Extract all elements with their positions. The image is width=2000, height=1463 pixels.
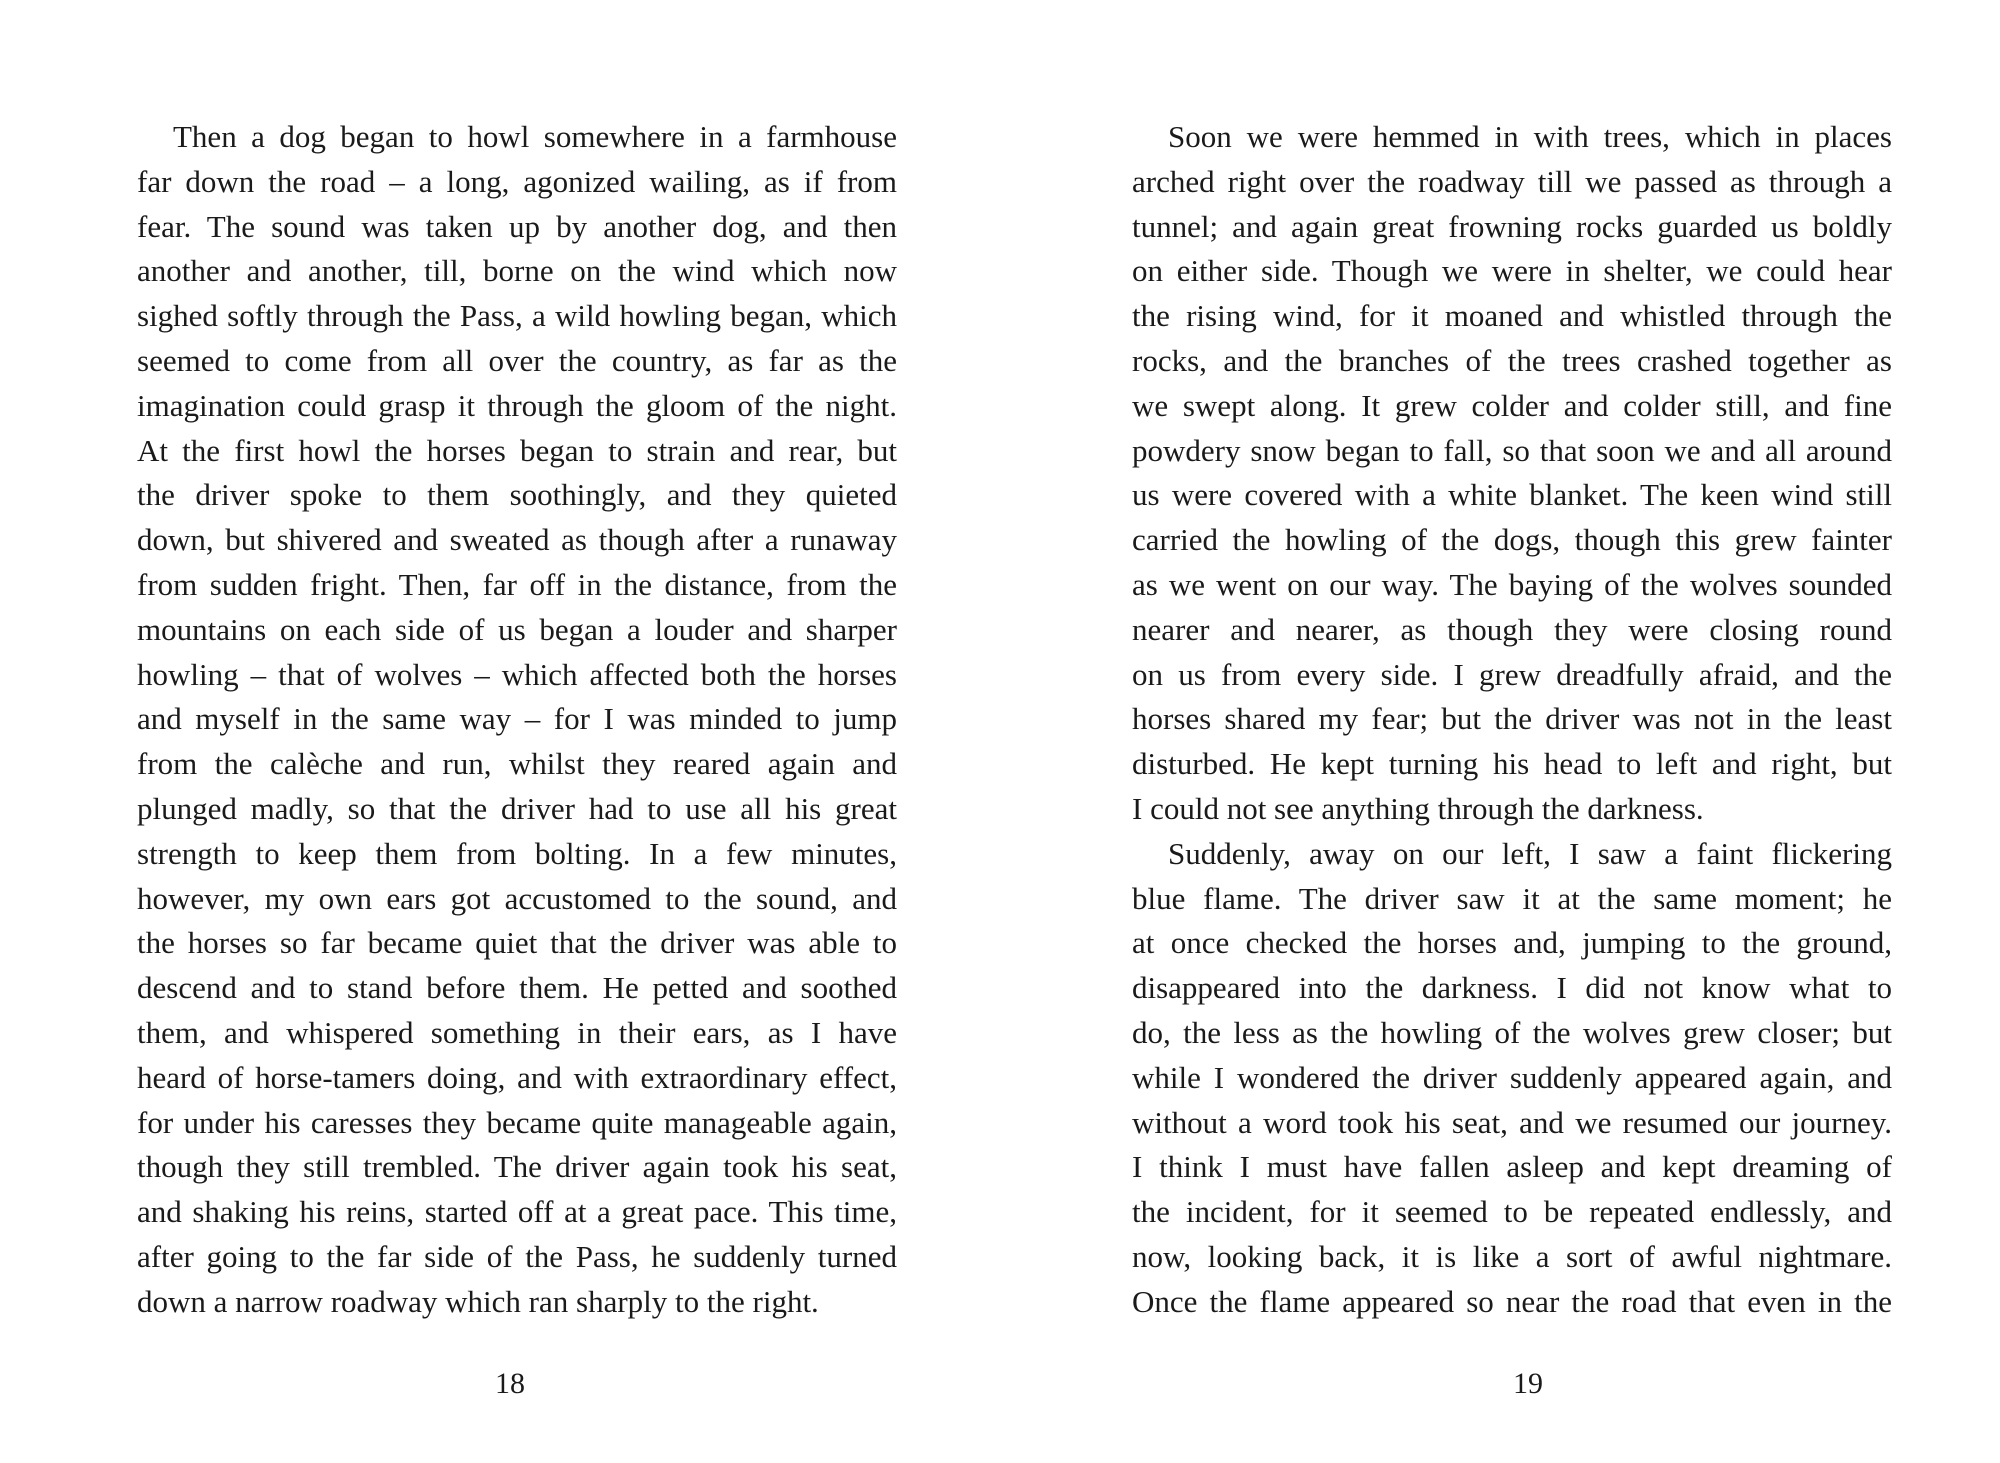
text-line: plunged madly, so that the driver had to use all his great [137, 790, 897, 826]
text-line: them, and whispered something in their ears, as I have [137, 1014, 897, 1050]
right-page-text [1132, 115, 1892, 1325]
text-line: as we went on our way. The baying of the wolves sounded [1132, 566, 1892, 602]
text-line: Then a dog began to howl somewhere in a farmhouse [173, 119, 897, 154]
text-line: do, the less as the howling of the wolves grew closer; but [1132, 1014, 1892, 1050]
text-line: sighed softly through the Pass, a wild howling began, which [137, 298, 897, 334]
text-line: horses shared my fear; but the driver was not in the least [1132, 701, 1892, 737]
text-line: fear. The sound was taken up by another dog, and then [137, 208, 897, 244]
text-line: for under his caresses they became quite manageable again, [137, 1104, 897, 1140]
text-line: seemed to come from all over the country, as far as the [137, 342, 897, 378]
text-line: us were covered with a white blanket. The keen wind still [1132, 477, 1892, 513]
text-line: at once checked the horses and, jumping to the ground, [1132, 925, 1892, 961]
text-line: down, but shivered and sweated as though after a runaway [137, 522, 897, 558]
text-line: on either side. Though we were in shelter, we could hear [1132, 253, 1892, 289]
left-page-text [137, 115, 897, 1325]
text-line: arched right over the roadway till we passed as through a [1132, 163, 1892, 199]
text-line: another and another, till, borne on the wind which now [137, 253, 897, 289]
text-line: heard of horse-tamers doing, and with extraordinary effect, [137, 1059, 897, 1095]
text-line: disappeared into the darkness. I did not know what to [1132, 970, 1892, 1006]
text-line: while I wondered the driver suddenly appeared again, and [1132, 1059, 1892, 1095]
text-line: the rising wind, for it moaned and whistled through the [1132, 298, 1892, 334]
text-line: on us from every side. I grew dreadfully afraid, and the [1132, 656, 1892, 692]
text-line: from sudden fright. Then, far off in the distance, from the [137, 566, 897, 602]
text-line: Soon we were hemmed in with trees, which in places [1168, 119, 1892, 154]
text-line: I could not see anything through the darkness. [1132, 790, 1704, 826]
text-line: after going to the far side of the Pass, he suddenly turned [137, 1238, 897, 1274]
text-line: the driver spoke to them soothingly, and they quieted [137, 477, 897, 513]
text-line: down a narrow roadway which ran sharply to the right. [137, 1283, 819, 1319]
text-line: mountains on each side of us began a louder and sharper [137, 611, 897, 647]
text-line: without a word took his seat, and we resumed our journey. [1132, 1104, 1892, 1140]
text-line: now, looking back, it is like a sort of awful nightmare. [1132, 1238, 1892, 1274]
text-line: from the calèche and run, whilst they reared again and [137, 746, 897, 782]
text-line: At the first howl the horses began to strain and rear, but [137, 432, 897, 468]
text-line: I think I must have fallen asleep and kept dreaming of [1132, 1149, 1892, 1185]
text-line: however, my own ears got accustomed to the sound, and [137, 880, 897, 916]
text-line: strength to keep them from bolting. In a few minutes, [137, 835, 897, 871]
page-number: 18 [495, 1367, 525, 1400]
text-line: and myself in the same way – for I was minded to jump [137, 701, 897, 737]
right-page [1000, 0, 2000, 1463]
text-line: howling – that of wolves – which affected both the horses [137, 656, 897, 692]
text-line: blue flame. The driver saw it at the same moment; he [1132, 880, 1892, 916]
text-line: Suddenly, away on our left, I saw a faint flickering [1168, 835, 1892, 871]
text-line: and shaking his reins, started off at a great pace. This time, [137, 1194, 897, 1230]
text-line: disturbed. He kept turning his head to left and right, but [1132, 746, 1892, 782]
text-line: tunnel; and again great frowning rocks guarded us boldly [1132, 208, 1892, 244]
text-line: nearer and nearer, as though they were closing round [1132, 611, 1892, 647]
text-line: we swept along. It grew colder and colder still, and fine [1132, 387, 1892, 423]
text-line: the incident, for it seemed to be repeated endlessly, and [1132, 1194, 1892, 1230]
text-line: imagination could grasp it through the gloom of the night. [137, 387, 897, 423]
text-line: rocks, and the branches of the trees crashed together as [1132, 342, 1892, 378]
text-line: Once the flame appeared so near the road that even in the [1132, 1283, 1892, 1319]
text-line: carried the howling of the dogs, though this grew fainter [1132, 522, 1892, 558]
text-line: the horses so far became quiet that the driver was able to [137, 925, 897, 961]
text-line: powdery snow began to fall, so that soon we and all around [1132, 432, 1892, 468]
page-number: 19 [1513, 1367, 1543, 1400]
text-line: far down the road – a long, agonized wailing, as if from [137, 163, 897, 199]
text-line: though they still trembled. The driver again took his seat, [137, 1149, 897, 1185]
text-line: descend and to stand before them. He petted and soothed [137, 970, 897, 1006]
